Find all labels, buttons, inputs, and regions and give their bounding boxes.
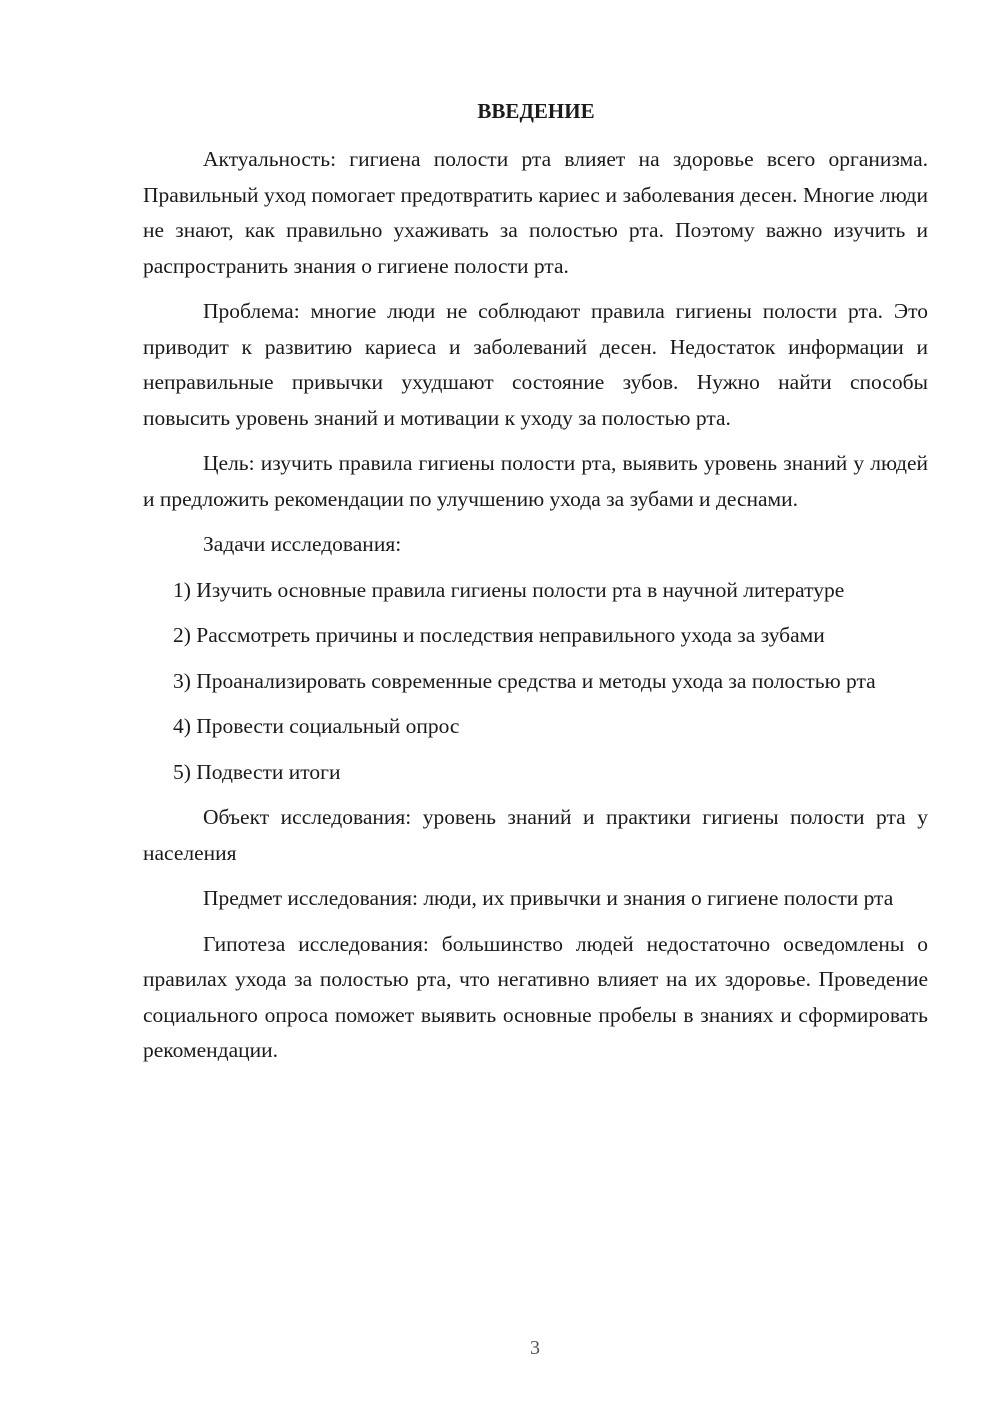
page-number: 3 (530, 1337, 540, 1359)
task-item-4: 4) Провести социальный опрос (173, 714, 460, 738)
problem-paragraph: Проблема: многие люди не соблюдают правила гигиены полости рта. Это приводит к развитию кариеса и заболеваний десен. Недостаток информации и неправильные привычки ухудшают состояние зубов. Нужно найти способы повысить уровень знаний и мотивации к уходу за полостью рта. (143, 299, 928, 430)
relevance-paragraph: Актуальность: гигиена полости рта влияет на здоровье всего организма. Правильный уход помогает предотвратить кариес и заболевания десен. Многие люди не знают, как правильно ухаживать за полостью рта. Поэтому важно изучить и распространить знания о гигиене полости рта. (143, 147, 928, 278)
task-item-5: 5) Подвести итоги (173, 759, 341, 784)
tasks-heading: Задачи исследования: (203, 532, 402, 556)
goal-paragraph: Цель: изучить правила гигиены полости рта, выявить уровень знаний у людей и предложить рекомендации по улучшению ухода за зубами и деснами. (143, 451, 928, 511)
task-item-1: 1) Изучить основные правила гигиены полости рта в научной литературе (173, 577, 845, 602)
object-paragraph: Объект исследования: уровень знаний и практики гигиены полости рта у населения (143, 805, 928, 865)
section-title: ВВЕДЕНИЕ (477, 99, 595, 123)
task-item-3: 3) Проанализировать современные средства и методы ухода за полостью рта (173, 668, 876, 693)
hypothesis-paragraph: Гипотеза исследования: большинство людей недостаточно осведомлены о правилах ухода за полостью рта, что негативно влияет на их здоровье. Проведение социального опроса поможет выявить основные пробелы в знаниях и сформировать рекомендации. (143, 931, 928, 1062)
task-item-2: 2) Рассмотреть причины и последствия неправильного ухода за зубами (173, 623, 825, 647)
subject-paragraph: Предмет исследования: люди, их привычки и знания о гигиене полости рта (203, 886, 894, 910)
body-text (143, 142, 928, 1079)
